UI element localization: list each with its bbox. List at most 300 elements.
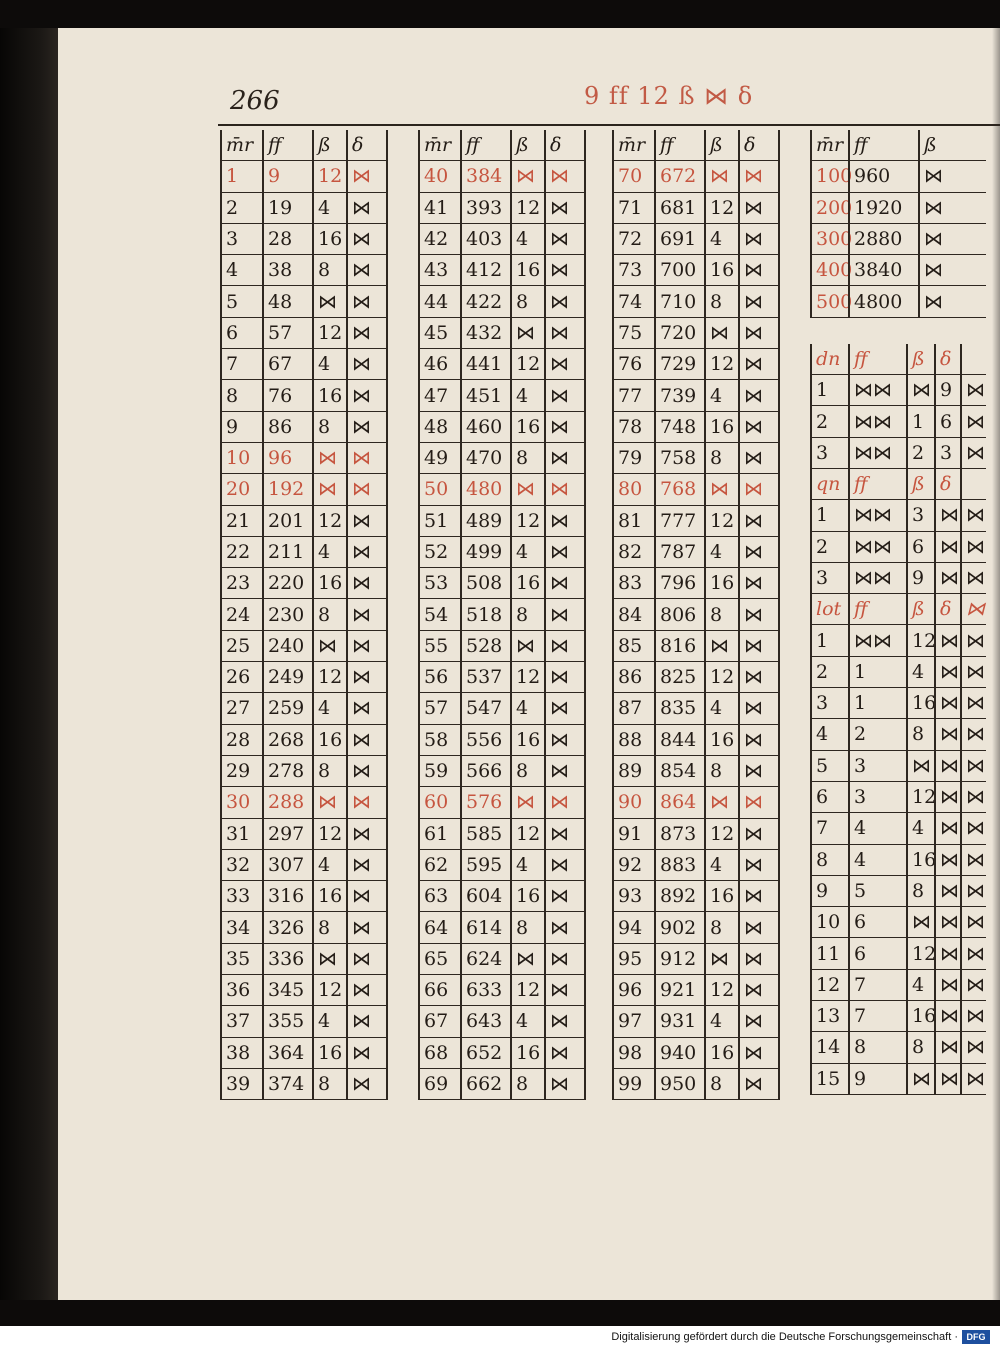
column-rule <box>386 474 388 504</box>
table-cell: ⋈ <box>346 787 386 817</box>
table-cell: ⋈ <box>960 813 986 843</box>
table-cell: ⋈ <box>960 657 986 687</box>
table-cell: 892 <box>654 881 704 911</box>
dfg-logo: DFG <box>962 1330 990 1344</box>
table-cell: 307 <box>262 850 312 880</box>
table-cell: δ <box>934 469 960 499</box>
table-row <box>810 563 986 594</box>
table-cell: 297 <box>262 819 312 849</box>
table-cell: 27 <box>220 693 262 723</box>
page-edge-shadow <box>992 28 1000 1300</box>
table-cell: 85 <box>612 631 654 661</box>
table-cell: 81 <box>612 506 654 536</box>
table-cell: 4 <box>510 380 544 410</box>
table-cell: 12 <box>312 819 346 849</box>
column-rule <box>584 1038 586 1068</box>
column-rule <box>386 568 388 598</box>
table-row <box>810 845 986 876</box>
table-cell: 4 <box>312 537 346 567</box>
table-cell: ⋈ <box>960 1001 986 1031</box>
table-row <box>418 912 586 943</box>
column-rule <box>584 756 586 786</box>
table-cell: ⋈ <box>960 845 986 875</box>
table-cell: ⋈ <box>738 193 778 223</box>
table-cell: ⋈ <box>934 813 960 843</box>
column-rule <box>386 537 388 567</box>
table-cell: 41 <box>418 193 460 223</box>
table-row <box>418 881 586 912</box>
table-cell: ⋈ <box>346 1038 386 1068</box>
table-row <box>418 756 586 787</box>
column-rule <box>386 443 388 473</box>
column-rule <box>386 161 388 191</box>
table-cell: ß <box>510 130 544 160</box>
table-cell: δ <box>934 344 960 374</box>
table-cell: 460 <box>460 412 510 442</box>
column-rule <box>584 725 586 755</box>
table-cell: 12 <box>312 506 346 536</box>
table-cell: 16 <box>704 255 738 285</box>
table-cell: 700 <box>654 255 704 285</box>
column-rule <box>584 787 586 817</box>
column-rule <box>584 662 586 692</box>
table-row <box>612 380 780 411</box>
table-row <box>810 1032 986 1063</box>
table-cell: 28 <box>262 224 312 254</box>
table-cell: 288 <box>262 787 312 817</box>
table-cell: 12 <box>312 318 346 348</box>
table-cell: 36 <box>220 975 262 1005</box>
table-cell: 729 <box>654 349 704 379</box>
table-cell: ⋈ <box>544 224 584 254</box>
table-cell: 5 <box>220 286 262 316</box>
table-cell: ⋈ <box>544 349 584 379</box>
table-cell: 921 <box>654 975 704 1005</box>
table-cell: 422 <box>460 286 510 316</box>
table-cell: ⋈ <box>960 1064 986 1094</box>
table-cell: ⋈ <box>738 443 778 473</box>
column-rule <box>778 286 780 316</box>
table-cell: 518 <box>460 599 510 629</box>
table-cell: 710 <box>654 286 704 316</box>
table-cell: 66 <box>418 975 460 1005</box>
table-cell: ⋈ <box>906 1064 934 1094</box>
column-rule <box>584 1069 586 1099</box>
table-cell: 316 <box>262 881 312 911</box>
table-cell: 259 <box>262 693 312 723</box>
table-cell: 403 <box>460 224 510 254</box>
table-cell: 2 <box>906 438 934 468</box>
table-row <box>612 662 780 693</box>
table-cell: ⋈ <box>312 944 346 974</box>
table-row <box>220 255 388 286</box>
column-rule <box>584 412 586 442</box>
table-cell: 912 <box>654 944 704 974</box>
table-cell: ⋈ <box>704 944 738 974</box>
table-row <box>810 375 986 406</box>
column-rule <box>584 1006 586 1036</box>
table-cell: ⋈ <box>934 1001 960 1031</box>
table-cell: 4 <box>220 255 262 285</box>
column-rule <box>584 255 586 285</box>
table-cell: ⋈ <box>738 412 778 442</box>
table-cell: 8 <box>704 599 738 629</box>
table-header-row <box>810 130 986 161</box>
table-cell: ß <box>906 469 934 499</box>
table-cell: ⋈ <box>544 506 584 536</box>
table-row <box>418 412 586 443</box>
table-cell: ⋈ <box>544 725 584 755</box>
table-cell: 240 <box>262 631 312 661</box>
table-cell: 8 <box>704 756 738 786</box>
table-cell: ⋈ <box>738 599 778 629</box>
table-cell: 902 <box>654 912 704 942</box>
table-cell: 12 <box>312 975 346 1005</box>
table-cell: 720 <box>654 318 704 348</box>
table-cell: 633 <box>460 975 510 1005</box>
table-header-row <box>810 469 986 500</box>
table-cell: qn <box>810 469 848 499</box>
table-row <box>612 756 780 787</box>
table-cell: ⋈⋈ <box>848 438 906 468</box>
table-cell: 576 <box>460 787 510 817</box>
table-row <box>418 318 586 349</box>
table-cell: 4 <box>312 349 346 379</box>
table-cell: 835 <box>654 693 704 723</box>
column-rule <box>584 881 586 911</box>
column-rule <box>778 756 780 786</box>
table-cell: ⋈ <box>738 1006 778 1036</box>
table-cell: 47 <box>418 380 460 410</box>
table-row <box>612 599 780 630</box>
column-rule <box>778 1006 780 1036</box>
table-cell: ⋈ <box>544 912 584 942</box>
table-cell: ⋈ <box>346 912 386 942</box>
table-cell: ⋈ <box>544 412 584 442</box>
table-row <box>418 1038 586 1069</box>
table-row <box>418 787 586 818</box>
table-cell: 4 <box>510 693 544 723</box>
table-cell <box>960 469 986 499</box>
book-spine <box>0 28 58 1300</box>
table-row <box>220 224 388 255</box>
table-cell: 8 <box>312 1069 346 1099</box>
column-rule <box>778 537 780 567</box>
column-rule <box>778 255 780 285</box>
table-row <box>810 688 986 719</box>
table-row <box>612 349 780 380</box>
table-cell: ⋈ <box>704 631 738 661</box>
table-cell: 95 <box>612 944 654 974</box>
table-row <box>810 719 986 750</box>
table-cell: 16 <box>312 725 346 755</box>
table-row <box>220 443 388 474</box>
column-rule <box>584 537 586 567</box>
table-cell: 470 <box>460 443 510 473</box>
block-gap <box>810 318 986 344</box>
table-cell: 8 <box>312 756 346 786</box>
table-cell: 100 <box>810 161 848 191</box>
table-cell: 57 <box>262 318 312 348</box>
table-cell: ß <box>312 130 346 160</box>
column-rule <box>386 380 388 410</box>
table-row <box>220 568 388 599</box>
table-cell: 16 <box>704 1038 738 1068</box>
table-column-4 <box>810 130 986 1095</box>
table-cell: 5 <box>848 876 906 906</box>
table-cell: ⋈ <box>510 787 544 817</box>
table-cell: ⋈ <box>960 563 986 593</box>
column-rule <box>386 255 388 285</box>
table-row <box>418 474 586 505</box>
table-row <box>810 255 986 286</box>
column-rule <box>386 881 388 911</box>
table-row <box>220 787 388 818</box>
table-cell: ⋈ <box>738 318 778 348</box>
table-cell: ⋈⋈ <box>848 625 906 655</box>
table-cell: 604 <box>460 881 510 911</box>
table-row <box>810 500 986 531</box>
table-cell: ⋈ <box>346 819 386 849</box>
table-row <box>612 318 780 349</box>
table-cell: ⋈ <box>510 631 544 661</box>
table-cell: 12 <box>906 782 934 812</box>
table-cell: 4 <box>510 224 544 254</box>
table-row <box>418 631 586 662</box>
table-cell: 12 <box>704 975 738 1005</box>
table-cell: 86 <box>262 412 312 442</box>
table-cell: 10 <box>220 443 262 473</box>
table-cell: 13 <box>810 1001 848 1031</box>
table-cell: 230 <box>262 599 312 629</box>
table-cell: ff <box>460 130 510 160</box>
table-cell: 355 <box>262 1006 312 1036</box>
table-cell: 873 <box>654 819 704 849</box>
table-cell: 566 <box>460 756 510 786</box>
table-cell: 500 <box>810 286 848 316</box>
table-header-row <box>810 344 986 375</box>
table-column-1 <box>220 130 388 1100</box>
table-cell: 6 <box>906 532 934 562</box>
table-cell: ⋈ <box>510 318 544 348</box>
table-cell: 374 <box>262 1069 312 1099</box>
table-cell: ⋈ <box>934 719 960 749</box>
table-cell: 63 <box>418 881 460 911</box>
table-cell: ⋈ <box>346 537 386 567</box>
table-row <box>612 975 780 1006</box>
table-cell: 1 <box>810 500 848 530</box>
table-cell: 4 <box>848 813 906 843</box>
table-cell: 99 <box>612 1069 654 1099</box>
table-cell: 844 <box>654 725 704 755</box>
table-cell: ⋈ <box>960 406 986 436</box>
table-cell: ⋈ <box>346 693 386 723</box>
table-row <box>612 443 780 474</box>
table-row <box>612 787 780 818</box>
table-cell: 12 <box>906 938 934 968</box>
table-cell: 8 <box>312 412 346 442</box>
table-row <box>220 506 388 537</box>
table-cell: 854 <box>654 756 704 786</box>
table-cell: 12 <box>510 975 544 1005</box>
column-rule <box>584 693 586 723</box>
table-cell: 16 <box>312 568 346 598</box>
table-cell: ⋈ <box>346 474 386 504</box>
table-cell: 8 <box>312 912 346 942</box>
table-cell: 12 <box>510 349 544 379</box>
table-cell: 777 <box>654 506 704 536</box>
table-cell: 91 <box>612 819 654 849</box>
table-cell: 90 <box>612 787 654 817</box>
table-cell: ⋈ <box>544 380 584 410</box>
table-cell: 22 <box>220 537 262 567</box>
table-cell: ⋈ <box>960 876 986 906</box>
table-cell: 77 <box>612 380 654 410</box>
table-row <box>418 349 586 380</box>
table-row <box>220 474 388 505</box>
column-rule <box>386 318 388 348</box>
table-cell: 796 <box>654 568 704 598</box>
column-rule <box>778 506 780 536</box>
column-rule <box>778 443 780 473</box>
table-cell: 9 <box>906 563 934 593</box>
table-cell: 96 <box>612 975 654 1005</box>
table-cell: 9 <box>848 1064 906 1094</box>
table-row <box>220 881 388 912</box>
table-cell: ⋈ <box>960 594 986 624</box>
table-row <box>612 474 780 505</box>
table-cell: 2880 <box>848 224 918 254</box>
table-cell: ⋈ <box>544 631 584 661</box>
table-cell: 25 <box>220 631 262 661</box>
table-cell: 83 <box>612 568 654 598</box>
table-cell: 8 <box>704 443 738 473</box>
table-cell: 76 <box>262 380 312 410</box>
table-cell: 8 <box>510 756 544 786</box>
table-cell: ⋈ <box>738 693 778 723</box>
table-cell: ⋈ <box>346 443 386 473</box>
table-cell: 595 <box>460 850 510 880</box>
table-cell: 14 <box>810 1032 848 1062</box>
table-cell: ⋈ <box>544 944 584 974</box>
table-row <box>418 568 586 599</box>
table-cell: ⋈ <box>906 907 934 937</box>
table-cell: δ <box>346 130 386 160</box>
table-cell: m̄r <box>810 130 848 160</box>
table-cell: 547 <box>460 693 510 723</box>
table-cell: 16 <box>704 568 738 598</box>
table-cell: ⋈ <box>346 380 386 410</box>
table-cell: ⋈ <box>738 474 778 504</box>
table-cell: 67 <box>262 349 312 379</box>
table-cell: 79 <box>612 443 654 473</box>
table-cell: 3 <box>810 438 848 468</box>
table-cell: 93 <box>612 881 654 911</box>
running-head: 9 ff 12 ß ⋈ δ <box>584 82 754 110</box>
table-row <box>220 380 388 411</box>
table-row <box>418 193 586 224</box>
table-cell: ⋈ <box>738 255 778 285</box>
table-cell: ⋈ <box>312 286 346 316</box>
table-cell: 12 <box>510 662 544 692</box>
table-cell: 4 <box>810 719 848 749</box>
table-cell: 4 <box>510 1006 544 1036</box>
table-cell: ⋈ <box>934 563 960 593</box>
table-cell: 57 <box>418 693 460 723</box>
table-cell: 768 <box>654 474 704 504</box>
table-cell: ⋈ <box>544 881 584 911</box>
table-cell: ⋈ <box>738 725 778 755</box>
table-cell: 7 <box>810 813 848 843</box>
digitization-footer: Digitalisierung gefördert durch die Deutsche Forschungsgemeinschaft · <box>0 1326 1000 1348</box>
table-row <box>418 725 586 756</box>
table-cell: 34 <box>220 912 262 942</box>
column-rule <box>386 1006 388 1036</box>
table-cell: 16 <box>312 380 346 410</box>
table-row <box>810 286 986 317</box>
table-cell: 12 <box>704 662 738 692</box>
table-cell: 72 <box>612 224 654 254</box>
table-cell: ⋈ <box>738 349 778 379</box>
table-cell: ⋈ <box>738 944 778 974</box>
table-cell: m̄r <box>612 130 654 160</box>
table-cell: ⋈ <box>960 907 986 937</box>
table-cell: 12 <box>510 506 544 536</box>
table-cell: 71 <box>612 193 654 223</box>
table-cell: 31 <box>220 819 262 849</box>
table-cell: 4 <box>704 1006 738 1036</box>
table-cell: 4 <box>704 693 738 723</box>
table-cell: 53 <box>418 568 460 598</box>
table-row <box>220 161 388 192</box>
column-rule <box>386 412 388 442</box>
table-row <box>418 537 586 568</box>
table-cell: 86 <box>612 662 654 692</box>
column-rule <box>778 1069 780 1099</box>
column-rule <box>584 944 586 974</box>
table-cell: ⋈ <box>346 631 386 661</box>
column-rule <box>778 349 780 379</box>
table-cell: 74 <box>612 286 654 316</box>
table-cell: 400 <box>810 255 848 285</box>
table-cell: ⋈ <box>738 537 778 567</box>
table-cell: 2 <box>810 406 848 436</box>
table-cell: ⋈ <box>934 876 960 906</box>
column-rule <box>386 819 388 849</box>
table-cell: 4800 <box>848 286 918 316</box>
column-rule <box>386 850 388 880</box>
table-cell: ⋈ <box>738 881 778 911</box>
table-row <box>612 944 780 975</box>
column-rule <box>778 975 780 1005</box>
table-cell: 12 <box>810 970 848 1000</box>
table-cell: 1 <box>810 375 848 405</box>
column-rule <box>386 599 388 629</box>
table-cell: 12 <box>906 625 934 655</box>
table-cell: ⋈ <box>918 286 958 316</box>
column-rule <box>584 568 586 598</box>
table-cell: 345 <box>262 975 312 1005</box>
table-cell: 451 <box>460 380 510 410</box>
table-cell: 68 <box>418 1038 460 1068</box>
table-cell: ff <box>848 594 906 624</box>
table-cell: ⋈ <box>960 688 986 718</box>
table-cell: 8 <box>312 255 346 285</box>
table-cell: ⋈ <box>346 318 386 348</box>
table-cell: ⋈ <box>346 756 386 786</box>
table-cell: 96 <box>262 443 312 473</box>
column-rule <box>778 193 780 223</box>
